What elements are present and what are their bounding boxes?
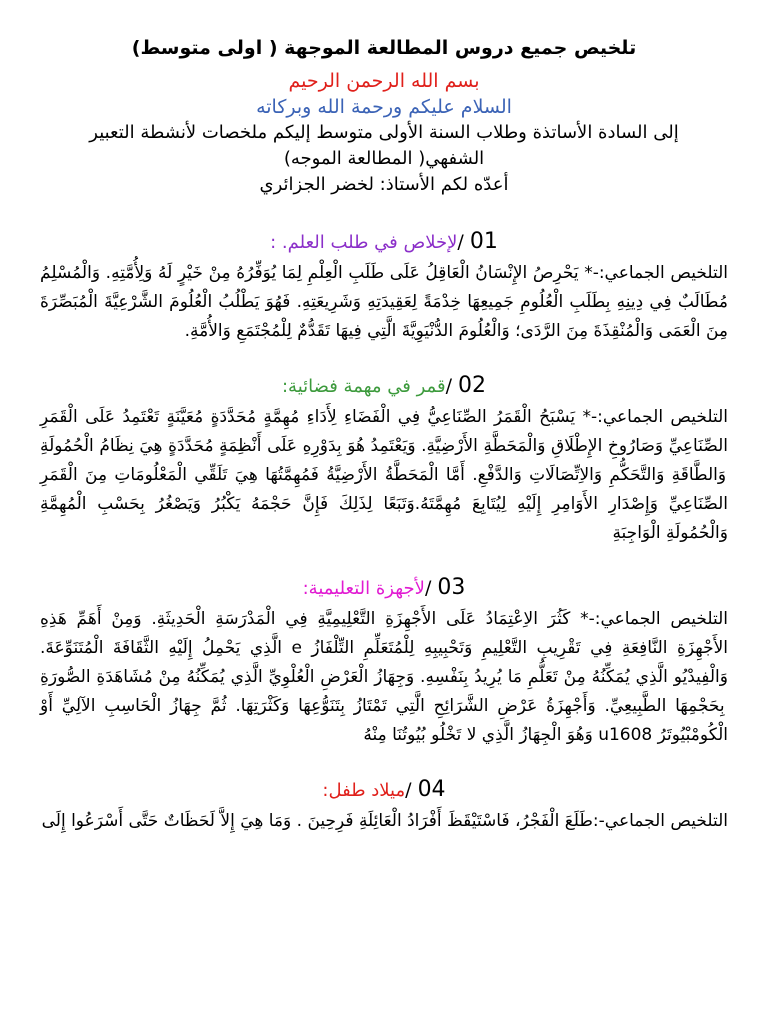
body-line: الْمُهِمَّةِ وَالْحُمُولَةِ الْوَاجِبَةِ xyxy=(40,494,728,543)
section-number: 04 xyxy=(417,777,446,802)
section-separator: / xyxy=(405,779,412,801)
section-heading xyxy=(40,776,728,805)
body-line: وَشَرِيعَتِهِ. فَهُوَ يَطْلُبُ الْعُلُومَ الشَّرْعِيَّةَ الْمُبَصِّرَةَ مِنَ الْعَمَى وَالْمُنْقِذَةَ مِنَ الرَّدَى؛ وَالْعُلُومَ xyxy=(40,292,728,341)
section-body xyxy=(40,807,728,836)
intro-line-2: الشفهي( المطالعة الموجه) xyxy=(283,148,485,169)
body-line: التلخيص الجماعي-:طَلَعَ الْفَجْرُ، فَاسْتَيْقَظَ أَفْرَادُ الْعَائِلَةِ فَرِحِينَ . وَمَا هِيَ إِلاَّ لَحَظَاتٌ xyxy=(158,811,728,831)
body-line: وَالدَّفْعِ. أَمَّا الْمَحَطَّةُ الأَرْضِيَّةُ فَمُهِمَّتُهَا هِيَ تَلَقِّي الْمَعْلُومَاتِ مِنَ الْقَمَرِ xyxy=(40,465,522,485)
section-number: 01 xyxy=(469,229,498,254)
section-body xyxy=(40,605,728,750)
body-line: الَّذِي يَحْمِلُ إِلَيْهِ الثَّقَافَةَ الْمُتَنَوِّعَةَ. وَالْفِيدْيُو الَّذِي يُمَكِّنُهُ مِنْ تَعَلُّمِ مَا يُرِيدُ بِنَفْسِهِ. وَجِهَازُ xyxy=(40,638,728,687)
section-label: لأجهزة التعليمية: xyxy=(302,578,425,599)
section-number: 03 xyxy=(437,575,466,600)
body-line: وَلِأُمَّتِهِ. وَالْمُسْلِمُ مُطَالَبٌ فِي دِينِهِ بِطَلَبِ الْعُلُومِ جَمِيعِهَا خِدْمَةً لِعَقِيدَتِهِ xyxy=(40,263,728,312)
section-03 xyxy=(40,574,728,750)
section-01 xyxy=(40,228,728,346)
body-line: الْعَرْضِ الْعُلْوِيِّ الَّذِي يُمَكِّنُهُ مِنْ مُشَاهَدَةِ الصُّورَةِ بِحَجْمِهَا الطَّبِيعِيِّ. xyxy=(40,667,725,716)
intro-line-1: إلى السادة الأساتذة وطلاب السنة الأولى متوسط إليكم ملخصات لأنشطة التعبير xyxy=(89,122,679,143)
section-number: 02 xyxy=(458,373,487,398)
section-heading xyxy=(40,372,728,401)
document-page xyxy=(40,36,728,836)
section-body xyxy=(40,403,728,548)
section-separator: / xyxy=(457,231,464,253)
section-02 xyxy=(40,372,728,548)
body-line: وَأَجْهِزَةُ عَرْضِ الشَّرَائِحِ الَّتِي تَمْتَازُ بِتَنَوُّعِهَا وَكَثْرَتِهَا. ثُمَّ جِهَازُ الْحَاسِبِ الآلِيِّ أَوْ xyxy=(40,696,596,716)
greeting: السلام عليكم ورحمة الله وبركاته xyxy=(256,96,512,118)
section-heading xyxy=(40,574,728,603)
body-line: حَتَّى أَسْرَعُوا إِلَى xyxy=(41,811,159,831)
section-separator: / xyxy=(424,577,432,599)
body-line: التلخيص الجماعي:-* يَسْبَحُ الْقَمَرُ الصِّنَاعِيُّ فِي الْفَضَاءِ لِأَدَاءِ مُهِمَّةٍ مُحَدَّدَةٍ مُعَيَّنَةٍ xyxy=(159,407,728,427)
body-line: التلخيص الجماعي:-* كَثُرَ الاِعْتِمَادُ عَلَى الأَجْهِزَةِ التَّعْلِيمِيَّةِ فِي الْمَدْرَسَةِ الْحَدِيثَةِ. وَمِنْ xyxy=(101,609,728,629)
section-separator: / xyxy=(445,375,452,397)
body-line: الصِّنَاعِيِّ وَإِصْدَارِ الأَوَامِرِ إِلَيْهِ لِيُتَابِعَ مُهِمَّتَهُ.وَتَبَعًا لِذَلِكَ فَإِنَّ حَجْمَهُ يَكْبُرُ وَيَصْغُرُ بِحَسْبِ xyxy=(86,494,728,514)
section-body xyxy=(40,259,728,346)
body-line: الْكُومْبْيُوتَرُ u1608 وَهُوَ الْجِهَازُ الَّذِي لا تَخْلُو بُيُوتُنَا مِنْهُ xyxy=(363,725,728,745)
section-heading xyxy=(40,228,728,257)
body-line: التلخيص الجماعي:-* يَحْرِصُ الإِنْسَانُ الْعَاقِلُ عَلَى طَلَبِ الْعِلْمِ لِمَا يُوَفِّرُهُ مِنْ خَيْرٍ لَهُ xyxy=(152,263,728,283)
body-line: أَهَمِّ هَذِهِ الأَجْهِزَةِ النَّافِعَةِ فِي تَقْرِيبِ التَّعْلِيمِ وَتَحْبِيبِهِ لِلْمُتَعَلِّمِ التِّلْفَازُ e xyxy=(40,609,728,658)
document-title: تلخيص جميع دروس المطالعة الموجهة ( اولى متوسط) xyxy=(131,37,637,59)
body-line: وَيَعْتَمِدُ هُوَ بِدَوْرِهِ عَلَى أَنْظِمَةٍ مُحَدَّدَةٍ هِيَ نِظَامُ الْحُمُولَةِ وَالطَّاقَةِ وَالتَّحَكُّمِ وَالاِتِّصَالَاتِ xyxy=(40,436,727,485)
author-line: أعدّه لكم الأستاذ: لخضر الجزائري xyxy=(259,174,509,195)
body-line: الدُّنْيَوِيَّةَ الَّتِي فِيهَا تَقَدُّمٌ لِلْمُجْتَمَعِ وَالأُمَّةِ. xyxy=(184,321,454,341)
body-line: تَعْتَمِدُ عَلَى الْقَمَرِ الصِّنَاعِيِّ وَصَارُوخِ الإِطْلَاقِ وَالْمَحَطَّةِ الأَرْضِيَّةِ. xyxy=(40,407,728,456)
section-label: لإخلاص في طلب العلم. : xyxy=(270,232,458,253)
section-04 xyxy=(40,776,728,836)
basmala: بسم الله الرحمن الرحيم xyxy=(288,70,480,92)
section-label: قمر في مهمة فضائية: xyxy=(281,376,446,397)
section-label: ميلاد طفل: xyxy=(322,780,406,801)
